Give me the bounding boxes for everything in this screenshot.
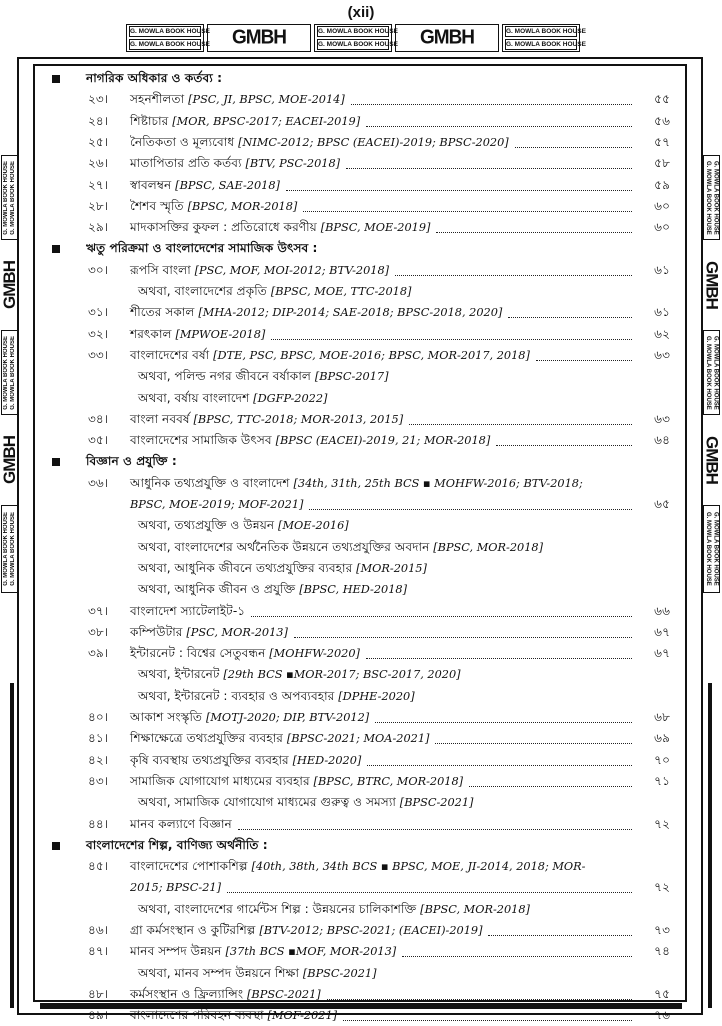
entry-text [130,409,403,430]
page-ref: ৫৫ [654,92,670,107]
entry-number: ২৫। [88,134,109,149]
header-logo-strip [126,24,592,56]
side-bar [10,683,14,1008]
entry-title: ইন্টারনেট : বিশ্বের সেতুবন্ধন [130,646,270,661]
page-ref: ৭৩ [654,923,670,937]
dot-leader [488,920,632,936]
entry-reference: [BPSC, BTRC, MOR-2018] [313,774,464,788]
dot-leader [367,750,632,766]
publisher-name: G. MOWLA BOOK HOUSE [712,335,719,410]
entry-title: সহনশীলতা [130,92,189,107]
publisher-logo [207,24,311,52]
publisher-name: G. MOWLA BOOK HOUSE [2,160,9,235]
toc-entry [48,175,678,196]
side-label-box [703,505,720,593]
entry-text [130,856,586,877]
section-title: নাগরিক অধিকার ও কর্তব্য : [86,71,222,85]
page-ref: ৬৩ [654,411,670,426]
side-bar [708,683,712,1008]
entry-title: স্বাবলম্বন [130,177,176,192]
dot-leader [366,643,632,659]
dot-leader [346,153,632,169]
toc-entry [48,196,678,217]
entry-title: শীতের সকাল [130,305,199,320]
page-number: (xii) [347,4,375,21]
page-ref: ৬১ [654,305,670,320]
entry-text [130,217,430,238]
entry-reference: [PSC, JI, BPSC, MOE-2014] [188,93,345,107]
entry-text [130,473,583,494]
entry-title: বাংলাদেশের পরিবহন ব্যবস্থা [130,1008,268,1023]
section-bullet-icon [52,245,60,253]
entry-text [130,302,502,323]
page-ref: ৬০ [654,220,670,235]
entry-title: বাংলা নববর্ষ [130,411,194,426]
entry-title: শিষ্টাচার [130,113,173,128]
toc-entry [48,1005,678,1026]
toc-entry-continued [48,494,678,515]
entry-reference: BPSC, MOE-2019; MOF-2021] [130,498,304,511]
entry-alt-title: অথবা, আধুনিক জীবন ও প্রযুক্তি [138,582,300,597]
entry-reference: [MOR-2015] [356,561,427,575]
entry-title: বাংলাদেশের সামাজিক উৎসব [130,433,276,448]
entry-reference: [MOE-2016] [278,519,349,533]
entry-title: কৃষি ব্যবস্থায় তথ্যপ্রযুক্তির ব্যবহার [130,752,293,767]
dot-leader [515,132,632,148]
entry-alt-title: অথবা, আধুনিক জীবনে তথ্যপ্রযুক্তির ব্যবহার [138,560,357,575]
toc-entry [48,728,678,749]
entry-reference: [BPSC-2021] [302,966,377,980]
entry-title: মাতাপিতার প্রতি কর্তব্য [130,156,246,171]
entry-title: শিক্ষাক্ষেত্রে তথ্যপ্রযুক্তির ব্যবহার [130,731,287,746]
publisher-name: G. MOWLA BOOK HOUSE [10,160,17,235]
entry-text [130,643,360,664]
entry-reference: [29th BCS ▪MOR-2017; BSC-2017, 2020] [223,668,461,682]
dot-leader [436,217,632,233]
entry-reference: [DTE, PSC, BPSC, MOE-2016; BPSC, MOR-2017, 2018] [213,348,530,362]
toc-entry-continued [48,877,678,898]
page-ref: ৬০ [654,198,670,213]
publisher-logo [395,24,499,52]
entry-number: ২৪। [88,113,109,128]
publisher-name: G. MOWLA BOOK HOUSE [2,512,9,586]
dot-leader [496,430,632,446]
entry-text [130,111,360,132]
section-heading [48,451,678,472]
publisher-name: G. MOWLA BOOK HOUSE [704,335,711,410]
page-ref: ৫৬ [654,113,670,128]
page-ref: ৭২ [654,880,670,895]
dot-leader [327,984,632,1000]
toc-alternate [48,579,678,600]
page-ref: ৬৬ [654,603,670,618]
publisher-name: G. MOWLA BOOK HOUSE [318,28,398,35]
toc-alternate [48,366,678,387]
side-logo [1,245,18,325]
entry-reference: [DPHE-2020] [338,689,415,703]
entry-number: ৪০। [88,710,109,724]
toc-alternate [48,899,678,920]
toc-entry [48,430,678,451]
page-ref: ৭০ [654,752,670,767]
entry-text [138,366,389,387]
entry-text [130,196,297,217]
entry-reference: [40th, 38th, 34th BCS ▪ BPSC, MOE, JI-2014, 2018; MOR- [251,860,586,874]
publisher-name: G. MOWLA BOOK HOUSE [2,335,9,410]
entry-text [130,430,490,451]
entry-text [130,260,389,281]
entry-text [130,814,232,835]
entry-reference: [DGFP-2022] [253,391,328,405]
entry-reference: [BPSC, MOR-2018] [420,902,530,916]
toc-entry [48,345,678,366]
entry-number: ২৩। [88,92,109,107]
page-ref: ৬২ [654,326,670,341]
entry-number: ৩০। [88,262,109,277]
toc-entry [48,324,678,345]
side-label-box [703,155,720,240]
entry-title: বাংলাদেশের পোশাকশিল্প [130,859,252,874]
toc-entry [48,920,678,941]
toc-alternate [48,558,678,579]
page-ref: ৭৫ [654,986,670,1001]
toc-entry [48,622,678,643]
entry-reference: [PSC, MOR-2013] [186,625,288,639]
dot-leader [238,814,632,830]
entry-reference: [BPSC-2021; MOA-2021] [286,732,430,746]
entry-text [138,558,427,579]
dot-leader [251,601,632,617]
entry-reference: [BPSC, HED-2018] [299,583,408,597]
entry-number: ৪৩। [88,773,109,788]
entry-reference: [BPSC (EACEI)-2019, 21; MOR-2018] [275,434,491,448]
section-heading [48,835,678,856]
entry-title: গ্রা কর্মসংস্থান ও কুটিরশিল্প [130,923,260,937]
entry-alt-title: অথবা, সামাজিক যোগাযোগ মাধ্যমের গুরুত্ব ও সমস্যা [138,795,400,810]
entry-number: ৩৫। [88,433,109,448]
entry-alt-title: অথবা, ইন্টারনেট [138,667,224,682]
entry-reference: [NIMC-2012; BPSC (EACEI)-2019; BPSC-2020] [238,135,509,149]
entry-text [138,281,411,302]
entry-title: আধুনিক তথ্যপ্রযুক্তি ও বাংলাদেশ [130,475,294,490]
page-ref: ৭৪ [654,944,670,959]
toc-entry [48,473,678,494]
publisher-name: G. MOWLA BOOK HOUSE [704,512,711,586]
entry-number: ৪৭। [88,944,109,959]
entry-alt-title: অথবা, ইন্টারনেট : ব্যবহার ও অপব্যবহার [138,688,339,703]
entry-reference: [BTV, PSC-2018] [245,157,341,171]
toc-entry [48,941,678,962]
toc-alternate [48,537,678,558]
dot-leader [294,622,632,638]
entry-title: কর্মসংস্থান ও ফ্রিল্যান্সিং [130,986,248,1001]
page-ref: ৬৩ [654,347,670,362]
entry-text [130,175,280,196]
toc-alternate [48,388,678,409]
section-title: ঋতু পরিক্রমা ও বাংলাদেশের সামাজিক উৎসব : [86,241,318,256]
publisher-name: G. MOWLA BOOK HOUSE [318,41,398,48]
entry-number: ২৮। [88,198,109,213]
dot-leader [469,771,632,787]
entry-text [130,89,345,110]
publisher-name: G. MOWLA BOOK HOUSE [712,512,719,586]
toc-entry [48,771,678,792]
toc-alternate [48,664,678,685]
page-ref: ৭১ [654,773,670,788]
entry-text [130,707,369,728]
page-ref: ৫৮ [654,156,670,171]
publisher-logo-text: GMBH [702,261,722,309]
entry-title: আকাশ সংস্কৃতি [130,710,206,724]
entry-title: শৈশব স্মৃতি [130,198,188,213]
side-label-box [703,330,720,415]
page-ref: ৬৭ [654,646,670,661]
toc-alternate [48,686,678,707]
entry-text [138,899,530,920]
entry-number: ৩৮। [88,624,109,639]
toc-alternate [48,963,678,984]
entry-alt-title: অথবা, পলিল্ড নগর জীবনে বর্ষাকাল [138,369,315,384]
side-label-box [1,330,18,415]
entry-number: ৩৭। [88,603,109,618]
entry-title: বাংলাদেশ স্যাটেলাইট-১ [130,603,246,618]
dot-leader [536,345,632,361]
page-ref: ৬১ [654,262,670,277]
entry-reference: [34th, 31th, 25th BCS ▪ MOHFW-2016; BTV-2018; [293,476,583,490]
section-title: বিজ্ঞান ও প্রযুক্তি : [86,454,177,469]
entry-reference: [BPSC, SAE-2018] [175,178,280,192]
page-ref: ৫৭ [654,134,670,149]
entry-number: ৪২। [88,752,109,767]
side-logo [703,245,720,325]
dot-leader [227,877,632,893]
entry-number: ৩৬। [88,475,109,490]
page-ref: ৬৫ [654,497,670,511]
entry-alt-title: অথবা, বর্ষায় বাংলাদেশ [138,390,254,405]
publisher-name: G. MOWLA BOOK HOUSE [506,28,586,35]
entry-text [138,686,415,707]
entry-title: বাংলাদেশের বর্ষা [130,347,214,362]
page-ref: ৭২ [654,816,670,831]
toc-entry [48,984,678,1005]
toc-alternate [48,515,678,536]
publisher-name: G. MOWLA BOOK HOUSE [704,160,711,235]
toc-entry [48,260,678,281]
page-ref: ৬৭ [654,624,670,639]
entry-reference: [BPSC-2021] [399,796,474,810]
entry-reference: [BPSC, MOE, TTC-2018] [270,285,412,298]
section-bullet-icon [52,75,60,83]
entry-number: ৩৯। [88,646,109,661]
toc-entry [48,643,678,664]
dot-leader [271,324,632,340]
side-label-box [1,155,18,240]
entry-reference: [PSC, MOF, MOI-2012; BTV-2018] [194,263,390,277]
toc-entry [48,707,678,728]
publisher-label-box [502,24,586,52]
entry-reference: [MOHFW-2020] [269,647,360,661]
entry-text [138,537,543,558]
entry-text [138,579,407,600]
section-heading [48,68,678,89]
entry-title: মানব সম্পদ উন্নয়ন [130,944,226,959]
dot-leader [309,494,632,510]
publisher-label-box [314,24,398,52]
entry-reference: [BPSC, MOE-2019] [320,221,431,235]
publisher-name: G. MOWLA BOOK HOUSE [130,28,210,35]
entry-text [138,963,377,984]
entry-text [130,345,530,366]
dot-leader [395,260,632,276]
dot-leader [375,707,632,723]
toc-alternate [48,281,678,302]
entry-alt-title: অথবা, বাংলাদেশের অর্থনৈতিক উন্নয়নে তথ্যপ্রযুক্তির অবদান [138,539,434,554]
entry-reference: [MOTJ-2020; DIP, BTV-2012] [205,711,370,724]
entry-reference: [MOR, BPSC-2017; EACEI-2019] [172,114,361,128]
entry-number: ২৭। [88,177,109,192]
toc-entry [48,217,678,238]
side-logo [1,420,18,500]
entry-text [130,132,509,153]
page-ref: ৭৬ [654,1008,670,1023]
entry-reference: [HED-2020] [292,753,362,767]
entry-number: ৪৪। [88,816,109,831]
dot-leader [508,302,632,318]
toc-entry [48,856,678,877]
entry-reference: [BPSC, MOR-2018] [187,199,298,213]
entry-text [130,941,396,962]
toc-entry [48,814,678,835]
entry-text [138,515,349,536]
page-ref: ৫৯ [654,177,670,192]
entry-reference: [BPSC-2021] [247,987,321,1001]
entry-number: ৩৩। [88,347,109,362]
page-ref: ৬৯ [654,731,670,746]
entry-reference: [BPSC-2017] [314,370,389,384]
page-ref: ৬৪ [654,433,670,448]
entry-text [130,920,482,941]
dot-leader [343,1005,632,1021]
entry-alt-title: অথবা, বাংলাদেশের গার্মেন্টস শিল্প : উন্নয়নের চালিকাশক্তি [138,901,421,916]
entry-title: মাদকাসক্তির কুফল : প্রতিরোধে করণীয় [130,220,321,235]
toc-entry [48,89,678,110]
publisher-logo-text: GMBH [0,436,19,484]
publisher-logo-text: GMBH [0,261,19,309]
entry-reference: [37th BCS ▪MOF, MOR-2013] [225,945,397,959]
publisher-logo-text: GMBH [702,436,722,484]
section-bullet-icon [52,842,60,850]
entry-alt-title: অথবা, মানব সম্পদ উন্নয়নে শিক্ষা [138,965,303,980]
entry-text [130,771,463,792]
entry-title: রূপসি বাংলা [130,262,195,277]
entry-text [130,153,340,174]
entry-number: ৪৮। [88,986,109,1001]
entry-text [138,664,461,685]
entry-text [130,1005,337,1026]
entry-text [138,792,473,813]
entry-text [130,622,288,643]
dot-leader [351,89,632,105]
entry-reference: [BPSC, MOR-2018] [433,540,544,554]
dot-leader [435,728,632,744]
dot-leader [409,409,632,425]
entry-text [130,984,321,1005]
entry-number: ৪১। [88,731,109,746]
entry-alt-title: অথবা, বাংলাদেশের প্রকৃতি [138,284,271,298]
entry-text [130,750,361,771]
toc-entry [48,153,678,174]
entry-number: ৩১। [88,305,109,320]
toc-entry [48,302,678,323]
entry-reference: [MOF-2021] [267,1009,338,1023]
entry-text [130,728,429,749]
toc-entry [48,601,678,622]
publisher-name: G. MOWLA BOOK HOUSE [712,160,719,235]
entry-number: ৪৯। [88,1008,109,1023]
toc-alternate [48,792,678,813]
entry-text [130,324,265,345]
section-bullet-icon [52,458,60,466]
entry-reference: [MHA-2012; DIP-2014; SAE-2018; BPSC-2018, 2020] [198,306,503,320]
toc-entry [48,750,678,771]
entry-reference: [BTV-2012; BPSC-2021; (EACEI)-2019] [259,924,483,937]
entry-reference: [BPSC, TTC-2018; MOR-2013, 2015] [193,412,404,426]
publisher-logo-text: GMBH [419,26,475,49]
section-title: বাংলাদেশের শিল্প, বাণিজ্য অর্থনীতি : [86,837,268,852]
publisher-label-box [126,24,210,52]
entry-reference: 2015; BPSC-21] [130,881,222,895]
entry-number: ৩৪। [88,411,109,426]
entry-number: ৪৫। [88,859,109,874]
publisher-name: G. MOWLA BOOK HOUSE [506,41,586,48]
publisher-logo-text: GMBH [231,26,287,49]
entry-number: ২৯। [88,220,109,235]
toc-entry [48,111,678,132]
dot-leader [286,175,632,191]
entry-number: ৪৬। [88,923,109,937]
entry-reference: [MPWOE-2018] [175,327,266,341]
entry-title: সামাজিক যোগাযোগ মাধ্যমের ব্যবহার [130,773,314,788]
toc-entry [48,409,678,430]
side-label-box [1,505,18,593]
entry-number: ৩২। [88,326,109,341]
entry-number: ২৬। [88,156,109,171]
entry-text [138,388,327,409]
section-heading [48,238,678,259]
dot-leader [303,196,632,212]
toc-entry [48,132,678,153]
publisher-name: G. MOWLA BOOK HOUSE [130,41,210,48]
side-logo [703,420,720,500]
entry-title: শরৎকাল [130,326,176,341]
publisher-name: G. MOWLA BOOK HOUSE [10,512,17,586]
entry-text [130,601,245,622]
publisher-name: G. MOWLA BOOK HOUSE [10,335,17,410]
dot-leader [366,111,632,127]
entry-text [130,877,221,898]
page-ref: ৬৮ [654,710,670,724]
entry-title: মানব কল্যাণে বিজ্ঞান [130,816,232,831]
entry-alt-title: অথবা, তথ্যপ্রযুক্তি ও উন্নয়ন [138,518,279,533]
entry-title: নৈতিকতা ও মূল্যবোধ [130,134,239,149]
entry-text [130,494,303,515]
dot-leader [402,941,632,957]
entry-title: কম্পিউটার [130,624,187,639]
